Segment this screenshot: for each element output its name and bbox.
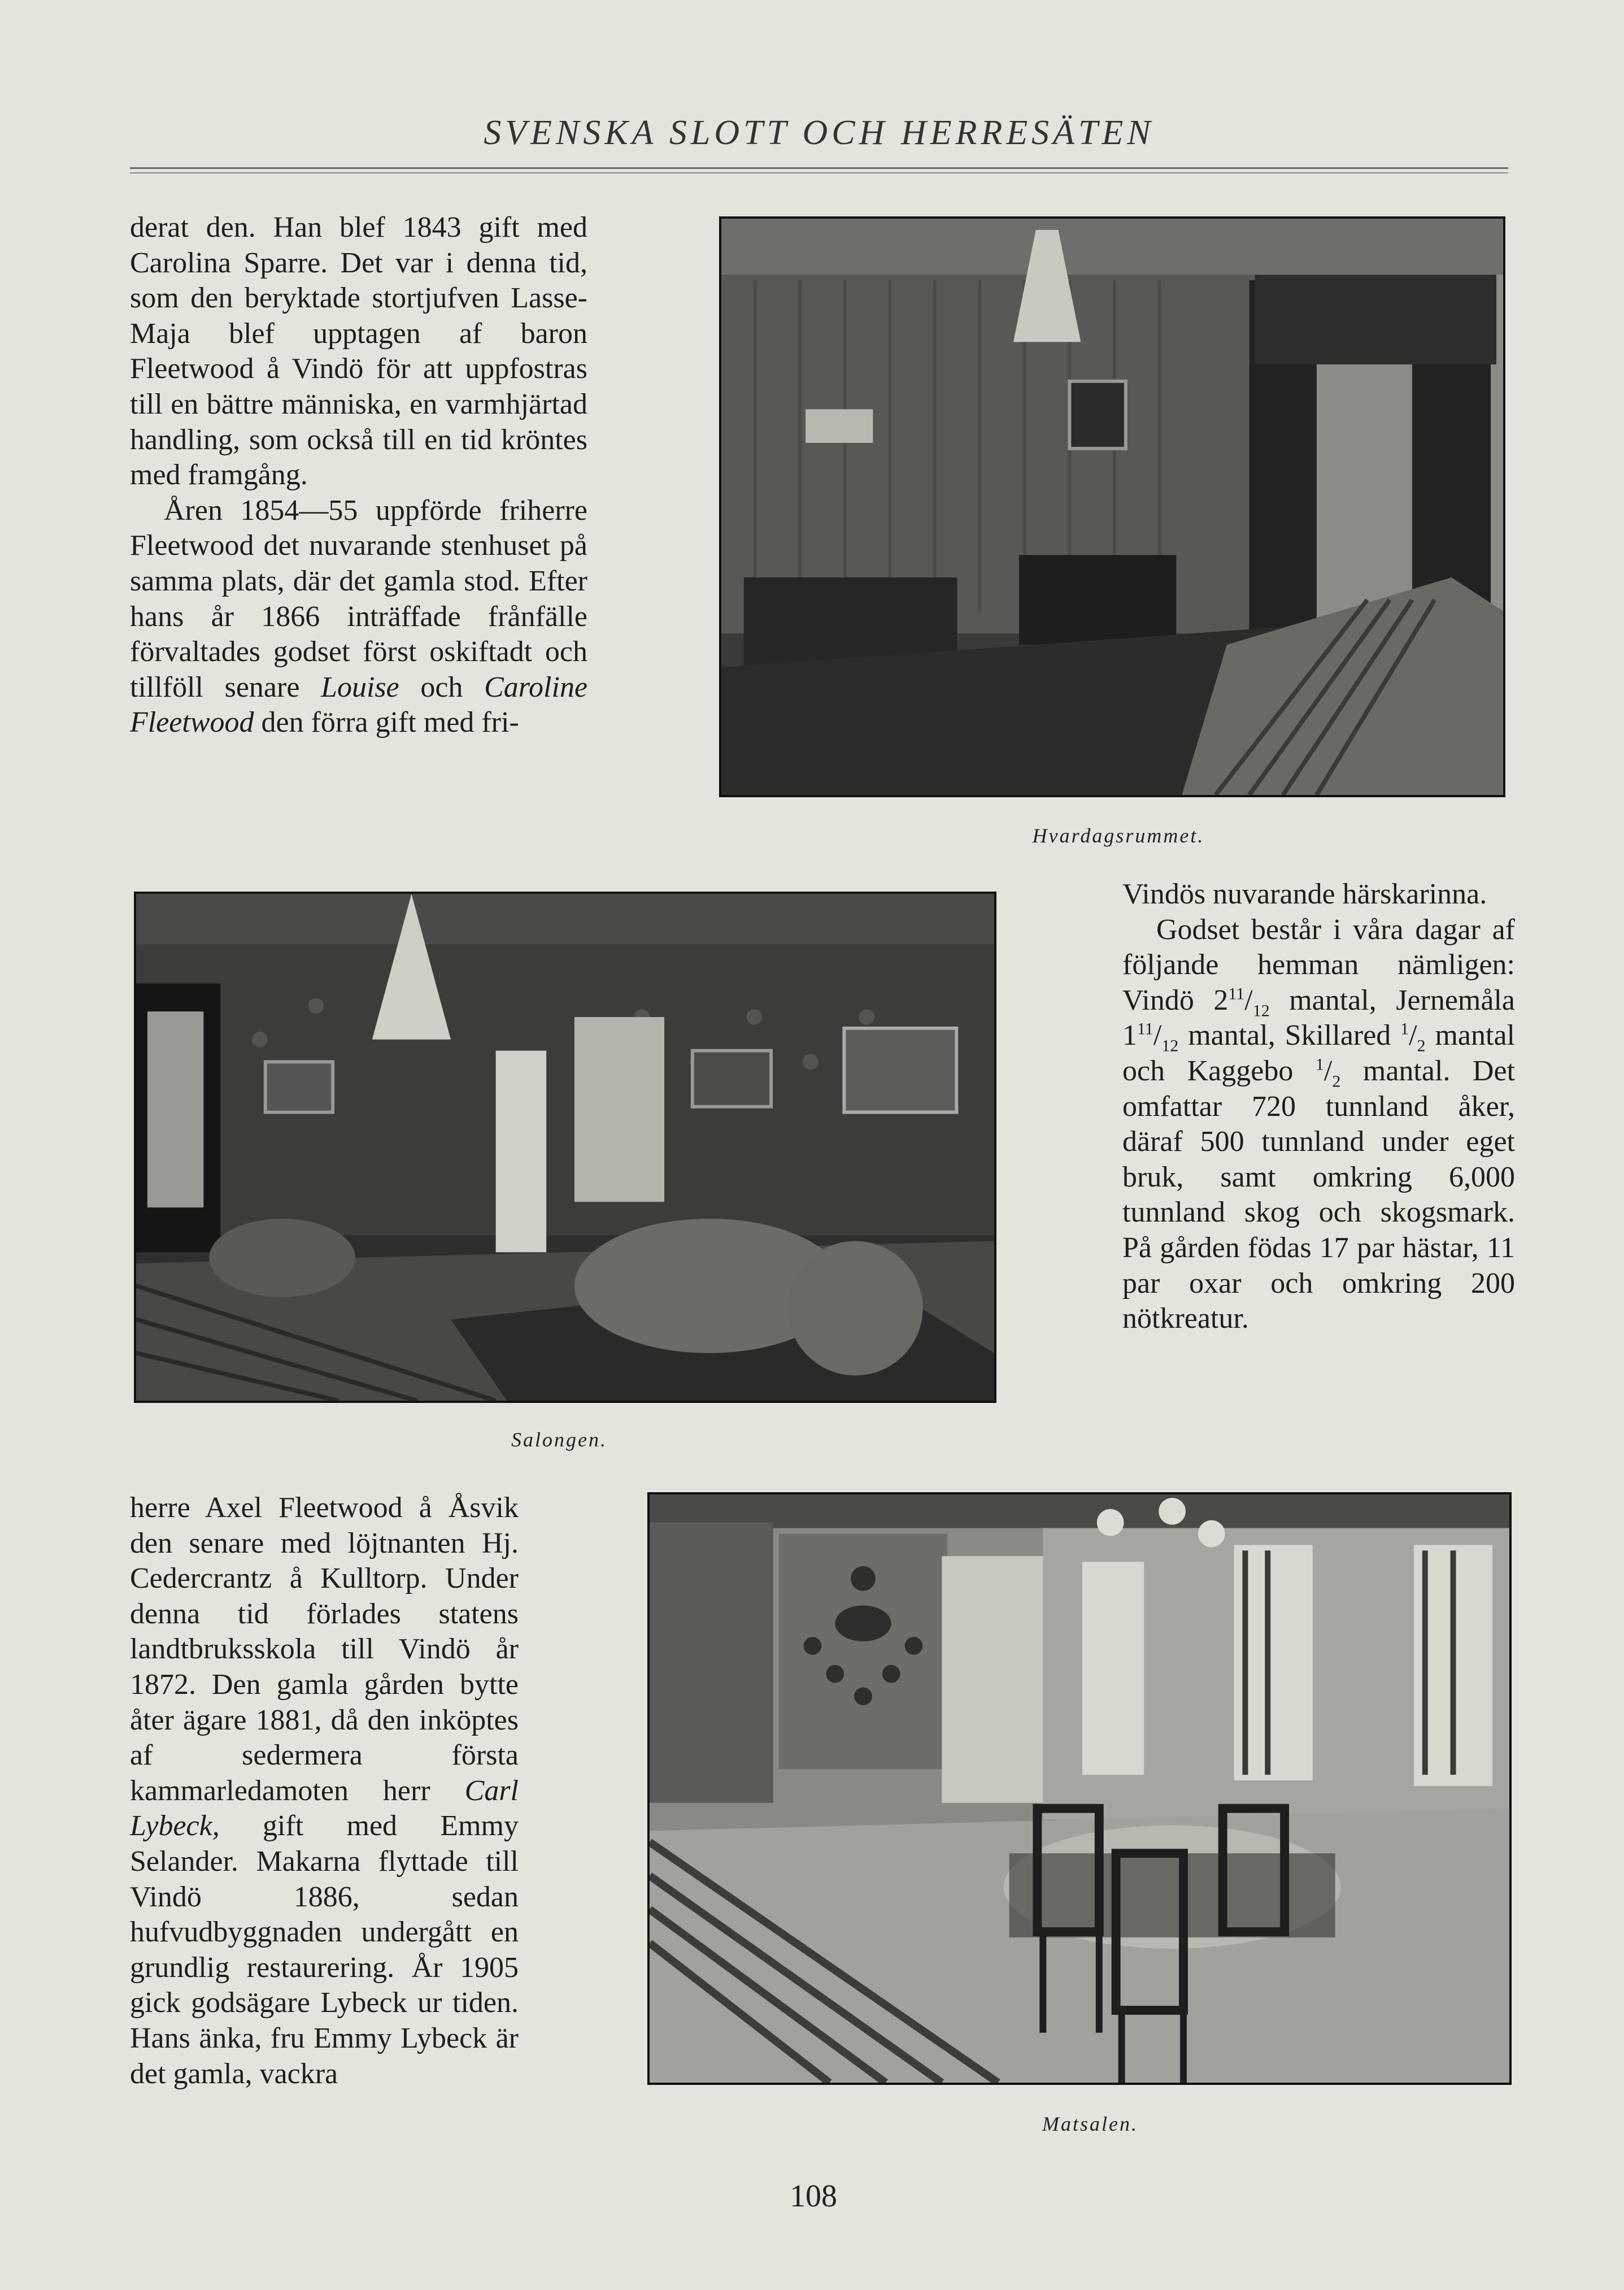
paragraph: Åren 1854—55 uppförde friherre Fleetwood det nuvarande stenhuset på samma plats, där det gamla stod. Efter hans år 1866 inträffade frånfälle förvaltades godset först oskiftadt och tillföll senare Louise och Caroline Fleetwood den förra gift med fri-: [130, 494, 588, 739]
paragraph: Vindös nuvarande härskarinna.: [1122, 878, 1487, 910]
running-header: SVENSKA SLOTT OCH HERRESÄTEN: [484, 114, 1155, 152]
text-column-top-left: [130, 210, 587, 741]
caption-salon: Salongen.: [511, 1428, 607, 1451]
header-rule-thin: [130, 172, 1508, 173]
photo-living-room: [719, 216, 1505, 797]
photo-dining-room: [647, 1492, 1512, 2085]
paragraph: Godset består i våra dagar af följande hemman nämligen: Vindö $2^{11}/_{12}$ mantal, Jernemåla $1^{11}/_{12}$ mantal, Skillared $^1/_2$ mantal och Kaggebo $^1/_2$ mantal. Det omfattar 720 tunnland åker, däraf 500 tunnland under eget bruk, samt omkring 6,000 tunnland skog och skogsmark. På gården födas 17 par hästar, 11 par oxar och omkring 200 nötkreatur.: [1122, 913, 1516, 1335]
paragraph: herre Axel Fleetwood å Åsvik den senare med löjtnanten Hj. Cedercrantz å Kulltorp. Under denna tid förlades statens landtbruksskola till Vindö år 1872. Den gamla gården bytte åter ägare 1881, då den inköptes af sedermera första kammarledamoten herr Carl Lybeck, gift med Emmy Selander. Makarna flyttade till Vindö 1886, sedan hufvudbyggnaden undergått en grundlig restaurering. År 1905 gick godsägare Lybeck ur tiden. Hans änka, fru Emmy Lybeck är det gamla, vackra: [130, 1492, 519, 2090]
paragraph: derat den. Han blef 1843 gift med Carolina Sparre. Det var i denna tid, som den beryktade stortjufven Lasse-Maja blef upptagen af baron Fleetwood å Vindö för att uppfostras till en bättre människa, en varmhjärtad handling, som också till en tid kröntes med framgång.: [130, 211, 587, 492]
caption-dining-room: Matsalen.: [1042, 2113, 1138, 2135]
caption-living-room: Hvardagsrummet.: [1032, 824, 1205, 847]
page-number: 108: [790, 2179, 837, 2214]
header-rule: [130, 167, 1508, 169]
photo-salon: [134, 892, 996, 1403]
text-column-middle-right: [1122, 877, 1515, 1337]
text-column-bottom-left: [130, 1491, 519, 2092]
